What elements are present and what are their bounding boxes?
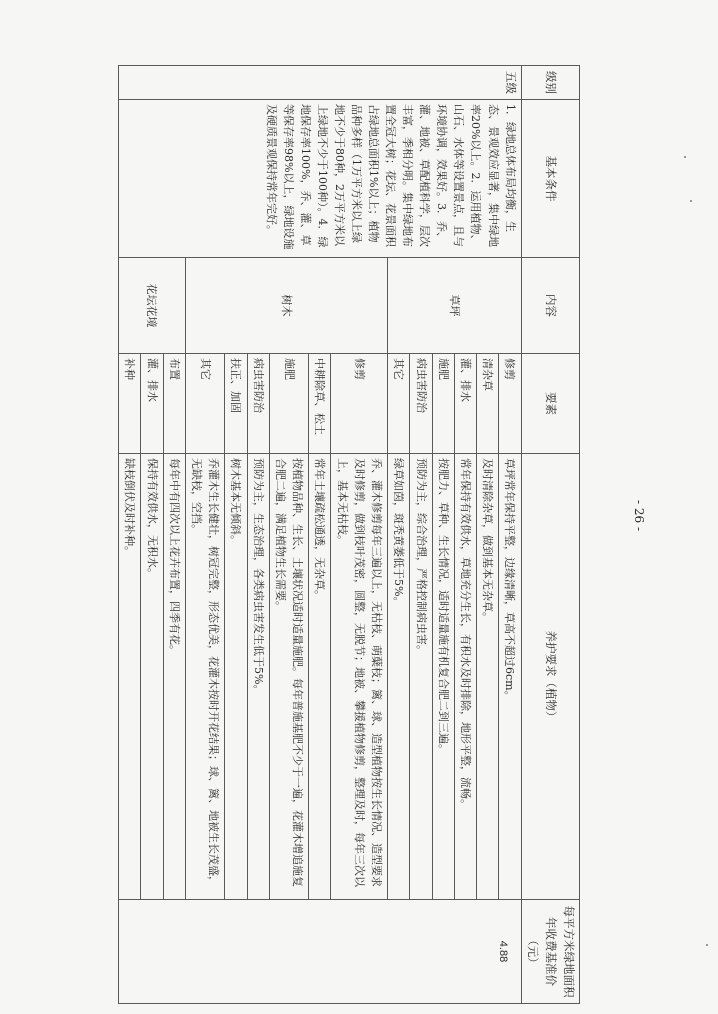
group-lawn: 草坪: [388, 258, 521, 354]
scan-speck: [684, 156, 686, 158]
element-cell: 中耕除草、松土: [309, 354, 331, 454]
requirement-cell: 及时清除杂草，做到基本无杂草。: [477, 454, 499, 900]
element-cell: 其它: [388, 354, 410, 454]
element-cell: 病虫害防治: [410, 354, 432, 454]
maintenance-standard-table: [118, 65, 580, 1004]
requirement-cell: 缺枝倒伏及时补种。: [119, 454, 141, 900]
rotated-table-wrapper: [118, 65, 580, 1003]
requirement-cell: 草坪常年保持平整，边缘清晰，草高不超过6cm。: [499, 454, 521, 900]
table-header-row: [521, 66, 579, 1004]
table-row: [499, 66, 521, 1004]
element-cell: 病虫害防治: [247, 354, 269, 454]
element-cell: 修剪: [331, 354, 388, 454]
group-flower-beds: 花坛花境: [119, 258, 186, 354]
element-cell: 扶正、加固: [225, 354, 247, 454]
requirement-cell: 绿草如茵，斑秃黄萎低于5%。: [388, 454, 410, 900]
group-trees: 树木: [185, 258, 387, 354]
requirement-cell: 按肥力、草种、生长情况，适时适量施有机复合肥二到三遍。: [432, 454, 454, 900]
requirement-cell: 乔、灌木修剪每年三遍以上，无枯枝、萌蘖枝；篱、球、造型植物按生长情况、造型要求及时修剪，做到枝叶茂密，圆整，无脱节；地被、攀援植物修剪，整理及时，每年三次以上，基本无枯枝。: [331, 454, 388, 900]
requirement-cell: 按植物品种、生长、土壤状况适时适量施肥。每年普施基肥不少于一遍，花灌木增追施复合肥二遍，满足植物生长需要。: [269, 454, 308, 900]
requirement-cell: 常年保持有效供水，草地充分生长，有积水及时排除，地形平整，流畅。: [454, 454, 476, 900]
page-number: - 26 -: [632, 500, 646, 532]
header-element: 要素: [521, 354, 579, 454]
element-cell: 施肥: [432, 354, 454, 454]
element-cell: 施肥: [269, 354, 308, 454]
element-cell: 布置: [163, 354, 185, 454]
element-cell: 补种: [119, 354, 141, 454]
header-requirement: 养护要求（植物）: [521, 454, 579, 900]
level-cell: 五级: [119, 66, 522, 100]
header-level: 级别: [521, 66, 579, 100]
scan-speck: [690, 200, 692, 202]
requirement-cell: 乔灌木生长健壮，树冠完整，形态优美，花灌木按时开花结果；球、篱、地被生长茂盛，无缺枝，空挡。: [185, 454, 224, 900]
header-content: 内容: [521, 258, 579, 354]
requirement-cell: 树木基本无倾斜。: [225, 454, 247, 900]
requirement-cell: 保持有效供水，无积水。: [141, 454, 163, 900]
requirement-cell: 预防为主，生态治理，各类病虫害发生低于5%。: [247, 454, 269, 900]
element-cell: 灌、排水: [141, 354, 163, 454]
element-cell: 其它: [185, 354, 224, 454]
basic-conditions-cell: 1．绿地总体布局均衡，生态、景观效应显著，集中绿地率20%以上。2．运用植物、山石、水体等设置景点，且与环境协调，效果好。3．乔、灌、地被、草配植科学，层次丰富，季相分明。集中绿地布置全冠大树；花坛、花景面积占绿地总面积1%以上；植物品种多样（1万平方米以上绿地不少于80种，2万平方米以上绿地不少于100种）。4．绿地保存率100%，乔、灌、草等保存率98%以上，绿地设施及硬质景观保持常年完好。: [119, 100, 522, 258]
header-basic-conditions: 基本条件: [521, 100, 579, 258]
element-cell: 修剪: [499, 354, 521, 454]
header-price: 每平方米绿地面积年收费基准价（元）: [521, 900, 579, 1004]
element-cell: 灌、排水: [454, 354, 476, 454]
requirement-cell: 预防为主，综合治理，严格控制病虫害。: [410, 454, 432, 900]
scan-speck: [706, 944, 708, 946]
requirement-cell: 每年中有四次以上花卉布置，四季有花。: [163, 454, 185, 900]
element-cell: 清杂草: [477, 354, 499, 454]
price-cell: 4.88: [119, 900, 522, 1004]
requirement-cell: 常年土壤疏松通透，无杂草。: [309, 454, 331, 900]
